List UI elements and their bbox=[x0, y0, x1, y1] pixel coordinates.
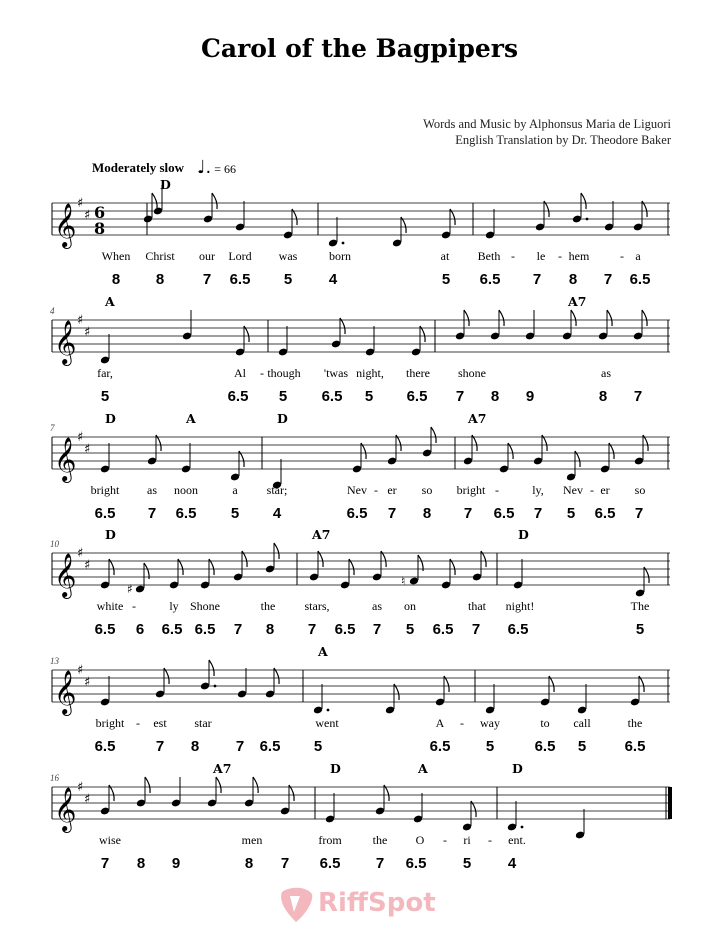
lyric-syllable: to bbox=[540, 716, 550, 730]
lyric-syllable: O bbox=[415, 833, 425, 847]
harmonica-tab: 8 bbox=[111, 271, 121, 288]
harmonica-tab: 7 bbox=[387, 505, 397, 522]
measure-number: 16 bbox=[50, 773, 59, 783]
lyric-syllable: Lord bbox=[228, 249, 252, 263]
treble-clef-icon: 𝄞 bbox=[54, 553, 77, 597]
note-dot bbox=[327, 709, 330, 712]
harmonica-tab: 7 bbox=[533, 505, 543, 522]
lyric-syllable: so bbox=[634, 483, 646, 497]
lyric-syllable: - bbox=[136, 716, 140, 730]
note-flag bbox=[499, 310, 504, 326]
chord-symbol: A7 bbox=[468, 411, 487, 426]
lyric-syllable: Nev bbox=[347, 483, 367, 497]
lyric-syllable: ly bbox=[169, 599, 179, 613]
harmonica-tab: 5 bbox=[566, 505, 576, 522]
chord-symbol: D bbox=[512, 761, 523, 776]
note-flag bbox=[209, 559, 214, 575]
lyric-syllable: - bbox=[132, 599, 136, 613]
harmonica-tab: 4 bbox=[507, 855, 517, 872]
chord-symbol: A7 bbox=[213, 761, 232, 776]
lyric-syllable: Christ bbox=[145, 249, 175, 263]
lyric-syllable: - bbox=[443, 833, 447, 847]
measure-number: 13 bbox=[50, 656, 59, 666]
lyric-syllable: night! bbox=[505, 599, 535, 613]
sharp-icon: ♯ bbox=[84, 792, 91, 807]
treble-clef-icon: 𝄞 bbox=[54, 320, 77, 364]
lyric-syllable: - bbox=[511, 249, 515, 263]
lyric-syllable: Nev bbox=[563, 483, 583, 497]
lyric-syllable: When bbox=[101, 249, 131, 263]
harmonica-tab: 7 bbox=[633, 388, 643, 405]
chord-symbol: D bbox=[277, 411, 288, 426]
credits-words-music: Words and Music by Alphonsus Maria de Liguori bbox=[423, 117, 671, 131]
note-flag bbox=[471, 801, 476, 817]
harmonica-tab: 7 bbox=[375, 855, 385, 872]
lyric-syllable: - bbox=[488, 833, 492, 847]
harmonica-tab: 8 bbox=[490, 388, 500, 405]
lyric-syllable: Beth bbox=[477, 249, 501, 263]
harmonica-tab: 8 bbox=[422, 505, 432, 522]
treble-clef-icon: 𝄞 bbox=[54, 203, 77, 247]
sharp-icon: ♯ bbox=[77, 196, 84, 211]
note-flag bbox=[481, 551, 486, 567]
lyric-syllable: star bbox=[194, 716, 212, 730]
chord-symbol: D bbox=[105, 411, 116, 426]
chord-symbol: D bbox=[160, 177, 171, 192]
harmonica-tab: 8 bbox=[265, 621, 275, 638]
harmonica-tab: 6.5 bbox=[321, 388, 343, 405]
harmonica-tab: 5 bbox=[100, 388, 110, 405]
lyric-syllable: born bbox=[329, 249, 351, 263]
music-system bbox=[50, 411, 670, 522]
harmonica-tab: 8 bbox=[190, 738, 200, 755]
harmonica-tab: 6.5 bbox=[194, 621, 216, 638]
harmonica-tab: 6.5 bbox=[479, 271, 501, 288]
note-flag bbox=[607, 310, 612, 326]
music-system bbox=[52, 177, 670, 288]
lyric-syllable: the bbox=[372, 833, 388, 847]
music-system bbox=[50, 294, 670, 405]
chord-symbol: A bbox=[105, 294, 115, 309]
note-flag bbox=[349, 559, 354, 575]
harmonica-tab: 8 bbox=[244, 855, 254, 872]
sharp-icon: ♯ bbox=[84, 325, 91, 340]
lyric-syllable: a bbox=[635, 249, 641, 263]
harmonica-tab: 7 bbox=[280, 855, 290, 872]
note-flag bbox=[178, 559, 183, 575]
lyric-syllable: ent. bbox=[508, 833, 526, 847]
harmonica-tab: 9 bbox=[171, 855, 181, 872]
harmonica-tab: 6.5 bbox=[94, 505, 116, 522]
sharp-icon: ♯ bbox=[84, 442, 91, 457]
lyric-syllable: ri bbox=[463, 833, 471, 847]
harmonica-tab: 7 bbox=[235, 738, 245, 755]
lyric-syllable: ly, bbox=[532, 483, 544, 497]
note-dot bbox=[342, 242, 345, 245]
lyric-syllable: star; bbox=[266, 483, 288, 497]
lyric-syllable: er bbox=[600, 483, 610, 497]
harmonica-tab: 7 bbox=[155, 738, 165, 755]
harmonica-tab: 5 bbox=[283, 271, 293, 288]
lyric-syllable: at bbox=[440, 249, 450, 263]
chord-symbol: A7 bbox=[568, 294, 587, 309]
harmonica-tab: 6.5 bbox=[594, 505, 616, 522]
harmonica-tab: 7 bbox=[463, 505, 473, 522]
lyric-syllable: white bbox=[96, 599, 124, 613]
harmonica-tab: 5 bbox=[364, 388, 374, 405]
lyric-syllable: our bbox=[199, 249, 215, 263]
chord-symbol: D bbox=[105, 527, 116, 542]
harmonica-tab: 6.5 bbox=[161, 621, 183, 638]
lyric-syllable: - bbox=[374, 483, 378, 497]
harmonica-tab: 4 bbox=[272, 505, 282, 522]
lyric-syllable: Shone bbox=[190, 599, 220, 613]
lyric-syllable: the bbox=[627, 716, 643, 730]
harmonica-tab: 6.5 bbox=[405, 855, 427, 872]
lyric-syllable: hem bbox=[568, 249, 590, 263]
harmonica-tab: 6.5 bbox=[175, 505, 197, 522]
harmonica-tab: 6.5 bbox=[259, 738, 281, 755]
brand-name: RiffSpot bbox=[318, 888, 436, 918]
lyric-syllable: A bbox=[435, 716, 445, 730]
note-flag bbox=[164, 668, 169, 684]
lyric-syllable: as bbox=[147, 483, 157, 497]
lyric-syllable: so bbox=[421, 483, 433, 497]
harmonica-tab: 9 bbox=[525, 388, 535, 405]
lyric-syllable: went bbox=[315, 716, 339, 730]
song-title: Carol of the Bagpipers bbox=[200, 34, 519, 63]
harmonica-tab: 6.5 bbox=[629, 271, 651, 288]
sharp-icon: ♯ bbox=[77, 780, 84, 795]
note-flag bbox=[431, 427, 436, 443]
chord-symbol: A bbox=[186, 411, 196, 426]
lyric-syllable: bright bbox=[95, 716, 125, 730]
lyric-syllable: noon bbox=[174, 483, 198, 497]
harmonica-tab: 6.5 bbox=[493, 505, 515, 522]
lyric-syllable: - bbox=[590, 483, 594, 497]
sharp-icon: ♯ bbox=[77, 313, 84, 328]
note-flag bbox=[642, 310, 647, 326]
harmonica-tab: 7 bbox=[147, 505, 157, 522]
note-flag bbox=[450, 559, 455, 575]
harmonica-tab: 8 bbox=[155, 271, 165, 288]
harmonica-tab: 7 bbox=[532, 271, 542, 288]
harmonica-tab: 6 bbox=[135, 621, 145, 638]
harmonica-tab: 7 bbox=[603, 271, 613, 288]
harmonica-tab: 6.5 bbox=[319, 855, 341, 872]
harmonica-tab: 7 bbox=[233, 621, 243, 638]
note-flag bbox=[384, 785, 389, 801]
harmonica-tab: 7 bbox=[634, 505, 644, 522]
note-flag bbox=[549, 676, 554, 692]
harmonica-tab: 6.5 bbox=[229, 271, 251, 288]
note-flag bbox=[212, 193, 217, 209]
lyric-syllable: that bbox=[468, 599, 486, 613]
chord-symbol: D bbox=[330, 761, 341, 776]
harmonica-tab: 7 bbox=[307, 621, 317, 638]
lyric-syllable: bright bbox=[456, 483, 486, 497]
brand-logo bbox=[276, 884, 456, 924]
note-flag bbox=[571, 310, 576, 326]
natural-icon: ♮ bbox=[401, 574, 406, 588]
harmonica-tab: 5 bbox=[485, 738, 495, 755]
harmonica-tab: 5 bbox=[230, 505, 240, 522]
lyric-syllable: stars, bbox=[304, 599, 330, 613]
sharp-icon: ♯ bbox=[84, 208, 91, 223]
note-flag bbox=[318, 551, 323, 567]
note-flag bbox=[242, 551, 247, 567]
harmonica-tab: 7 bbox=[455, 388, 465, 405]
lyric-syllable: - bbox=[495, 483, 499, 497]
music-system bbox=[50, 644, 670, 755]
note-flag bbox=[639, 676, 644, 692]
harmonica-tab: 5 bbox=[441, 271, 451, 288]
note-flag bbox=[274, 668, 279, 684]
chord-symbol: D bbox=[518, 527, 529, 542]
harmonica-tab: 7 bbox=[100, 855, 110, 872]
note-dot bbox=[214, 685, 217, 688]
chord-symbol: A7 bbox=[312, 527, 331, 542]
final-barline bbox=[668, 787, 672, 819]
note-dot bbox=[586, 218, 589, 221]
harmonica-tab: 7 bbox=[202, 271, 212, 288]
treble-clef-icon: 𝄞 bbox=[54, 437, 77, 481]
measure-number: 7 bbox=[50, 423, 55, 433]
harmonica-tab: 6.5 bbox=[94, 738, 116, 755]
chord-symbol: A bbox=[318, 644, 328, 659]
harmonica-tab: 6.5 bbox=[227, 388, 249, 405]
music-system bbox=[50, 527, 670, 638]
harmonica-tab: 5 bbox=[405, 621, 415, 638]
harmonica-tab: 8 bbox=[598, 388, 608, 405]
measure-number: 10 bbox=[50, 539, 59, 549]
lyric-syllable: was bbox=[278, 249, 298, 263]
note-flag bbox=[444, 676, 449, 692]
treble-clef-icon: 𝄞 bbox=[54, 787, 77, 831]
sharp-icon: ♯ bbox=[77, 430, 84, 445]
note-flag bbox=[289, 785, 294, 801]
lyric-syllable: call bbox=[573, 716, 591, 730]
treble-clef-icon: 𝄞 bbox=[54, 670, 77, 714]
tempo-bpm: = 66 bbox=[214, 162, 236, 176]
lyric-syllable: night, bbox=[356, 366, 384, 380]
sharp-icon: ♯ bbox=[84, 558, 91, 573]
note-flag bbox=[644, 567, 649, 583]
harmonica-tab: 6.5 bbox=[432, 621, 454, 638]
lyric-syllable: - bbox=[460, 716, 464, 730]
sharp-icon: ♯ bbox=[84, 675, 91, 690]
harmonica-tab: 8 bbox=[568, 271, 578, 288]
music-system bbox=[50, 761, 672, 872]
harmonica-tab: 7 bbox=[372, 621, 382, 638]
note-flag bbox=[274, 543, 279, 559]
harmonica-tab: 8 bbox=[136, 855, 146, 872]
note-flag bbox=[209, 660, 214, 676]
lyric-syllable: a bbox=[232, 483, 238, 497]
note-flag bbox=[253, 777, 258, 793]
harmonica-tab: 6.5 bbox=[406, 388, 428, 405]
harmonica-tab: 6.5 bbox=[624, 738, 646, 755]
harmonica-tab: 5 bbox=[462, 855, 472, 872]
lyric-syllable: from bbox=[318, 833, 342, 847]
lyric-syllable: le bbox=[536, 249, 546, 263]
lyric-syllable: Al bbox=[234, 366, 246, 380]
dotted-quarter-note-icon: ♩. bbox=[197, 157, 212, 178]
harmonica-tab: 5 bbox=[635, 621, 645, 638]
note-dot bbox=[521, 826, 524, 829]
harmonica-tab: 6.5 bbox=[507, 621, 529, 638]
lyric-syllable: est bbox=[153, 716, 167, 730]
harmonica-tab: 6.5 bbox=[429, 738, 451, 755]
lyric-syllable: there bbox=[406, 366, 430, 380]
sharp-icon: ♯ bbox=[127, 582, 133, 596]
lyric-syllable: - bbox=[260, 366, 264, 380]
lyric-syllable: - bbox=[620, 249, 624, 263]
lyric-syllable: as bbox=[601, 366, 611, 380]
harmonica-tab: 5 bbox=[278, 388, 288, 405]
lyric-syllable: on bbox=[404, 599, 416, 613]
lyric-syllable: the bbox=[260, 599, 276, 613]
chord-symbol: A bbox=[418, 761, 428, 776]
note-flag bbox=[145, 777, 150, 793]
note-flag bbox=[216, 777, 221, 793]
lyric-syllable: er bbox=[387, 483, 397, 497]
tempo-text: Moderately slow bbox=[92, 160, 185, 175]
time-signature-top-icon: 6 bbox=[94, 203, 106, 222]
harmonica-tab: 7 bbox=[471, 621, 481, 638]
harmonica-tab: 5 bbox=[313, 738, 323, 755]
lyric-syllable: 'twas bbox=[323, 366, 349, 380]
harmonica-tab: 6.5 bbox=[346, 505, 368, 522]
lyric-syllable: bright bbox=[90, 483, 120, 497]
lyric-syllable: The bbox=[630, 599, 650, 613]
note-flag bbox=[581, 193, 586, 209]
note-flag bbox=[381, 551, 386, 567]
sharp-icon: ♯ bbox=[77, 663, 84, 678]
note-flag bbox=[109, 785, 114, 801]
lyric-syllable: - bbox=[558, 249, 562, 263]
sharp-icon: ♯ bbox=[77, 546, 84, 561]
measure-number: 4 bbox=[50, 306, 55, 316]
lyric-syllable: as bbox=[372, 599, 382, 613]
lyric-syllable: men bbox=[241, 833, 263, 847]
lyric-syllable: though bbox=[267, 366, 301, 380]
lyric-syllable: wise bbox=[99, 833, 121, 847]
harmonica-tab: 6.5 bbox=[94, 621, 116, 638]
credits-translation: English Translation by Dr. Theodore Baker bbox=[455, 133, 671, 147]
lyric-syllable: way bbox=[480, 716, 500, 730]
note-flag bbox=[109, 559, 114, 575]
harmonica-tab: 6.5 bbox=[334, 621, 356, 638]
note-flag bbox=[152, 193, 157, 209]
harmonica-tab: 4 bbox=[328, 271, 338, 288]
note-flag bbox=[394, 684, 399, 700]
note-flag bbox=[464, 310, 469, 326]
pick-logo-icon bbox=[276, 884, 316, 924]
harmonica-tab: 6.5 bbox=[534, 738, 556, 755]
lyric-syllable: far, bbox=[97, 366, 113, 380]
time-signature-bottom-icon: 8 bbox=[94, 219, 106, 238]
harmonica-tab: 5 bbox=[577, 738, 587, 755]
lyric-syllable: shone bbox=[458, 366, 486, 380]
